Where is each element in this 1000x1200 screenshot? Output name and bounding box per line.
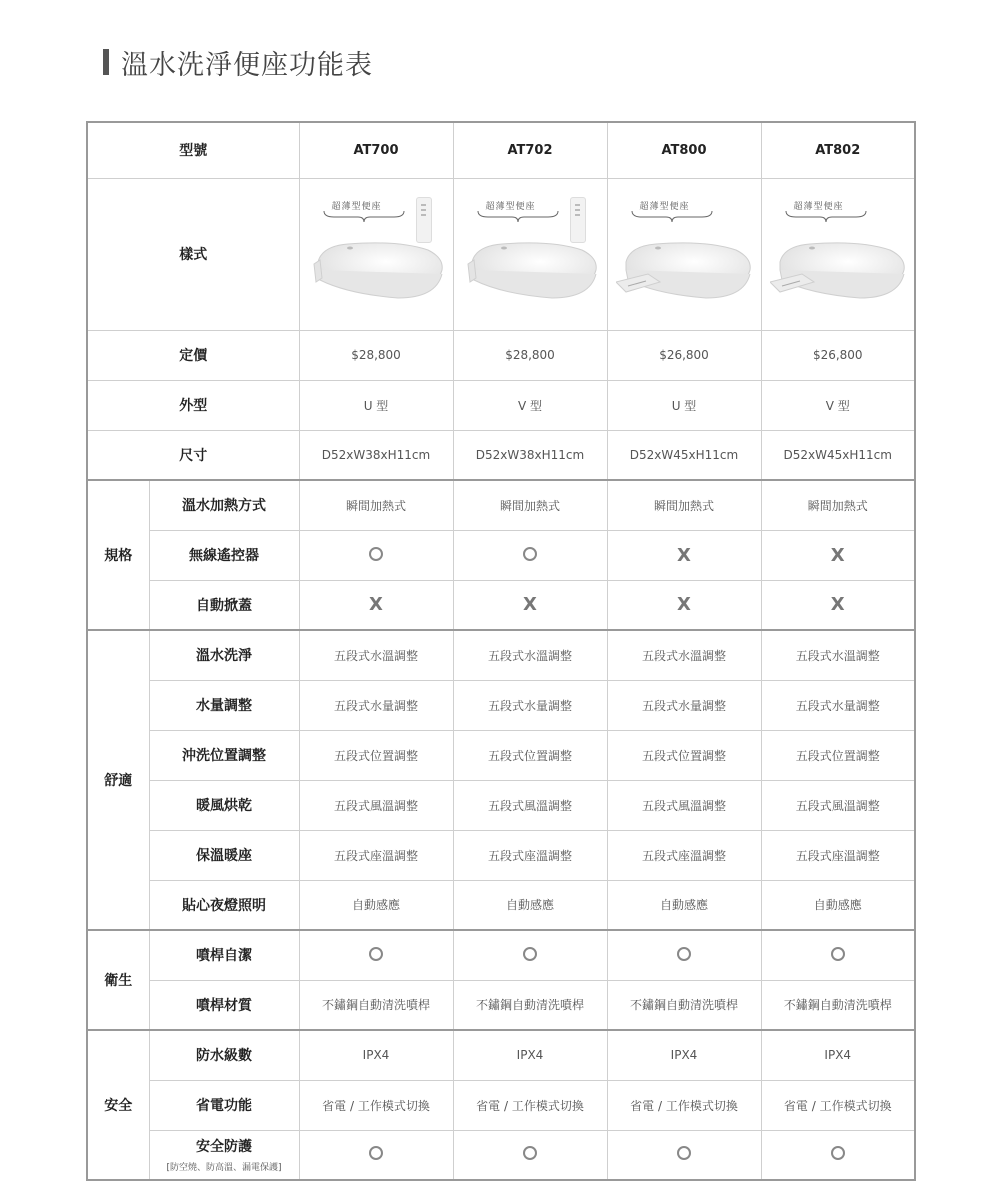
spec-row-label [149, 630, 299, 680]
model-name: AT802 [761, 122, 915, 178]
model-name: AT702 [453, 122, 607, 178]
product-type-label: 超薄型便座 [639, 202, 690, 212]
spec-value [299, 530, 453, 580]
spec-row-label [149, 1130, 299, 1180]
spec-row [87, 830, 915, 880]
product-type-label: 超薄型便座 [331, 202, 382, 212]
product-image-cell [453, 178, 607, 330]
spec-row [87, 530, 915, 580]
spec-value: IPX4 [761, 1030, 915, 1080]
cross-no-mark: X [523, 594, 537, 616]
cross-no-mark: X [677, 544, 691, 566]
title-bar-decoration [103, 49, 109, 75]
product-image-cell [761, 178, 915, 330]
spec-value [299, 580, 453, 630]
product-type-label: 超薄型便座 [485, 202, 536, 212]
spec-row-label-text: 保溫暖座 [196, 848, 252, 864]
spec-value: 五段式位置調整 [453, 730, 607, 780]
spec-value [607, 1130, 761, 1180]
spec-row-label-text: 溫水加熱方式 [182, 498, 266, 515]
spec-value: $26,800 [761, 330, 915, 380]
spec-row-sublabel: [防空燒、防高溫、漏電保護] [166, 1163, 282, 1174]
product-image [454, 179, 608, 329]
spec-value: 省電 / 工作模式切換 [607, 1080, 761, 1130]
product-image [762, 179, 916, 329]
spec-row-label [149, 830, 299, 880]
spec-value: $28,800 [299, 330, 453, 380]
spec-value: 五段式座溫調整 [299, 830, 453, 880]
spec-row-label [149, 580, 299, 630]
spec-value [299, 1130, 453, 1180]
spec-row [87, 980, 915, 1030]
cross-no-mark: X [830, 594, 845, 616]
spec-value: 五段式水量調整 [299, 680, 453, 730]
category-label: 安全 [87, 1030, 149, 1180]
spec-value: V 型 [453, 380, 607, 430]
cross-no-mark: X [369, 594, 383, 616]
spec-row [87, 780, 915, 830]
spec-value: 不鏽鋼自動清洗噴桿 [607, 980, 761, 1030]
spec-row-label-text: 貼心夜燈照明 [182, 897, 266, 914]
spec-row [87, 330, 915, 380]
circle-yes-icon [523, 547, 537, 561]
header-label: 型號 [87, 122, 299, 178]
circle-yes-icon [831, 1146, 845, 1160]
spec-value [761, 930, 915, 980]
spec-value [453, 580, 607, 630]
spec-value: D52xW38xH11cm [453, 430, 607, 480]
circle-yes-icon [523, 947, 537, 961]
spec-value: 五段式水溫調整 [299, 630, 453, 680]
spec-value: 五段式風溫調整 [761, 780, 915, 830]
spec-row-label-text: 省電功能 [196, 1098, 252, 1114]
header-row [87, 122, 915, 178]
spec-row-label-text: 無線遙控器 [189, 548, 259, 564]
toilet-seat-image [462, 234, 602, 314]
toilet-seat-image [770, 234, 910, 314]
spec-value: 五段式水量調整 [453, 680, 607, 730]
spec-value [761, 530, 915, 580]
spec-value: D52xW38xH11cm [299, 430, 453, 480]
spec-row-label [149, 930, 299, 980]
brace-decoration [322, 209, 406, 223]
circle-yes-icon [369, 947, 383, 961]
spec-row [87, 580, 915, 630]
spec-value [299, 930, 453, 980]
spec-value: 五段式水溫調整 [453, 630, 607, 680]
spec-row-label: 尺寸 [87, 430, 299, 480]
circle-yes-icon [369, 547, 383, 561]
category-label: 規格 [87, 480, 149, 630]
spec-value: 五段式座溫調整 [761, 830, 915, 880]
spec-row [87, 480, 915, 530]
spec-value: 五段式位置調整 [607, 730, 761, 780]
spec-value: 省電 / 工作模式切換 [761, 1080, 915, 1130]
spec-value [453, 530, 607, 580]
spec-row-label [149, 880, 299, 930]
spec-value: $26,800 [607, 330, 761, 380]
style-label: 樣式 [87, 178, 299, 330]
cross-no-mark: X [677, 594, 691, 616]
spec-row-label-text: 噴桿材質 [196, 997, 252, 1014]
spec-value: 省電 / 工作模式切換 [299, 1080, 453, 1130]
spec-row-label [149, 480, 299, 530]
circle-yes-icon [677, 947, 691, 961]
spec-value: 省電 / 工作模式切換 [453, 1080, 607, 1130]
spec-row-label-text: 溫水洗淨 [196, 648, 252, 665]
brace-decoration [784, 209, 868, 223]
spec-value: 五段式水量調整 [761, 680, 915, 730]
spec-value: 五段式位置調整 [299, 730, 453, 780]
product-image [608, 179, 762, 329]
spec-value: 瞬間加熱式 [453, 480, 607, 530]
spec-value: D52xW45xH11cm [607, 430, 761, 480]
cross-no-mark: X [830, 544, 845, 566]
spec-value: 五段式水量調整 [607, 680, 761, 730]
spec-value: 五段式風溫調整 [299, 780, 453, 830]
spec-value [607, 530, 761, 580]
spec-value: 自動感應 [299, 880, 453, 930]
spec-row-label-text: 噴桿自潔 [196, 948, 252, 965]
spec-row [87, 930, 915, 980]
spec-value [761, 580, 915, 630]
spec-value: 自動感應 [761, 880, 915, 930]
spec-row [87, 380, 915, 430]
spec-value: 五段式水溫調整 [607, 630, 761, 680]
spec-value: IPX4 [299, 1030, 453, 1080]
product-image-cell [607, 178, 761, 330]
product-type-label: 超薄型便座 [793, 202, 844, 212]
spec-row [87, 1080, 915, 1130]
spec-value: 不鏽鋼自動清洗噴桿 [761, 980, 915, 1030]
spec-value: 瞬間加熱式 [761, 480, 915, 530]
style-row [87, 178, 915, 330]
spec-value: 不鏽鋼自動清洗噴桿 [299, 980, 453, 1030]
spec-value [607, 930, 761, 980]
spec-value: 不鏽鋼自動清洗噴桿 [453, 980, 607, 1030]
brace-decoration [476, 209, 560, 223]
spec-value [453, 1130, 607, 1180]
spec-table [86, 121, 916, 1181]
spec-value [761, 1130, 915, 1180]
spec-value: 五段式水溫調整 [761, 630, 915, 680]
spec-value: D52xW45xH11cm [761, 430, 915, 480]
spec-value: 五段式座溫調整 [607, 830, 761, 880]
spec-row [87, 730, 915, 780]
circle-yes-icon [831, 947, 845, 961]
circle-yes-icon [677, 1146, 691, 1160]
spec-value [453, 930, 607, 980]
spec-value [607, 580, 761, 630]
spec-row [87, 880, 915, 930]
spec-value: IPX4 [607, 1030, 761, 1080]
spec-row-label [149, 730, 299, 780]
model-name: AT800 [607, 122, 761, 178]
spec-row-label: 外型 [87, 380, 299, 430]
spec-row-label-text: 暖風烘乾 [196, 798, 252, 814]
spec-row-label-text: 防水級數 [196, 1048, 252, 1065]
spec-value: IPX4 [453, 1030, 607, 1080]
spec-row-label [149, 780, 299, 830]
spec-row [87, 680, 915, 730]
spec-value: 瞬間加熱式 [299, 480, 453, 530]
spec-value: V 型 [761, 380, 915, 430]
spec-value: 自動感應 [453, 880, 607, 930]
model-name: AT700 [299, 122, 453, 178]
spec-value: 五段式位置調整 [761, 730, 915, 780]
circle-yes-icon [369, 1146, 383, 1160]
brace-decoration [630, 209, 714, 223]
toilet-seat-image [616, 234, 756, 314]
spec-row-label-text: 安全防護 [196, 1139, 252, 1156]
product-image [300, 179, 454, 329]
spec-value: 五段式風溫調整 [607, 780, 761, 830]
spec-row-label-text: 自動掀蓋 [196, 597, 252, 614]
spec-row-label-text: 水量調整 [196, 698, 252, 714]
spec-value: 五段式座溫調整 [453, 830, 607, 880]
spec-row-label [149, 680, 299, 730]
spec-value: 五段式風溫調整 [453, 780, 607, 830]
category-label: 衛生 [87, 930, 149, 1030]
spec-row [87, 630, 915, 680]
spec-row-label [149, 530, 299, 580]
spec-row [87, 1030, 915, 1080]
spec-row [87, 1130, 915, 1180]
spec-value: $28,800 [453, 330, 607, 380]
spec-row [87, 430, 915, 480]
toilet-seat-image [308, 234, 448, 314]
category-label: 舒適 [87, 630, 149, 930]
page-title [103, 44, 373, 80]
spec-row-label [149, 1030, 299, 1080]
product-image-cell [299, 178, 453, 330]
spec-value: 瞬間加熱式 [607, 480, 761, 530]
circle-yes-icon [523, 1146, 537, 1160]
spec-row-label [149, 1080, 299, 1130]
page-title-text: 溫水洗淨便座功能表 [121, 49, 373, 81]
spec-value: U 型 [299, 380, 453, 430]
spec-value: U 型 [607, 380, 761, 430]
spec-row-label-text: 沖洗位置調整 [182, 748, 266, 764]
spec-row-label [149, 980, 299, 1030]
spec-value: 自動感應 [607, 880, 761, 930]
spec-row-label: 定價 [87, 330, 299, 380]
